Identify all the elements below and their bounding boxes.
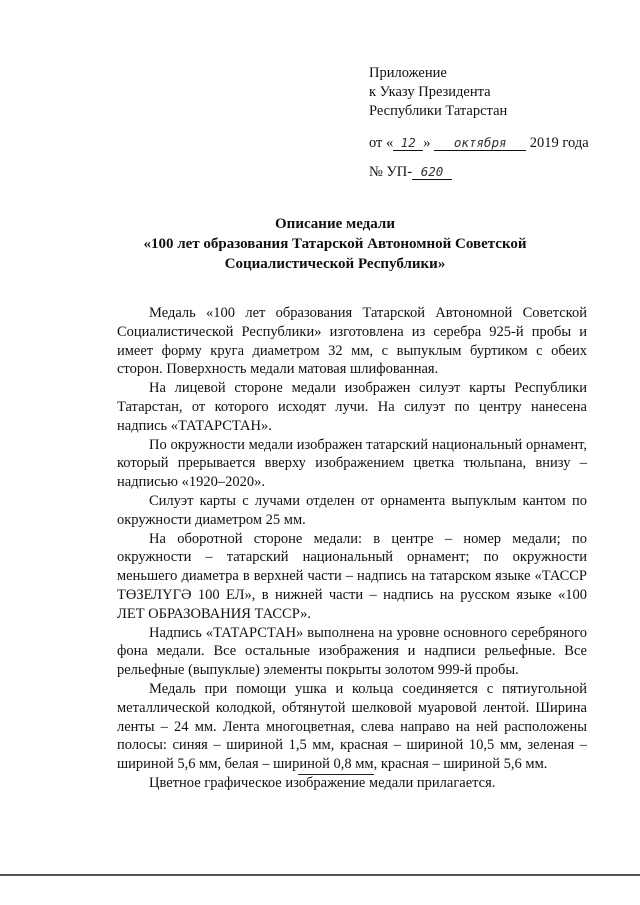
paragraph-8: Цветное графическое изображение медали прилагается. <box>149 774 496 791</box>
paragraph-6: Надпись «ТАТАРСТАН» выполнена на уровне основного серебряного фона медали. Все остальные изображения и надписи рельефные. Все рельефные (выпуклые) элементы покрыты золотом 999-й пробы. <box>117 624 587 679</box>
scan-edge-line <box>0 874 640 876</box>
paragraph-4: Силуэт карты с лучами отделен от орнамента выпуклым кантом по окружности диаметром 25 мм. <box>117 492 587 528</box>
date-day: 12 <box>393 135 423 151</box>
paragraph-5: На оборотной стороне медали: в центре – номер медали; по окружности – татарский национальный орнамент; по окружности меньшего диаметра в верхней части – надпись на татарском языке «ТАССР ТӨЗЕЛҮГӘ 100 ЕЛ», в нижней части – надпись на русском языке «100 ЛЕТ ОБРАЗОВАНИЯ ТАССР». <box>117 530 587 622</box>
paragraph-1: Медаль «100 лет образования Татарской Автономной Советской Социалистической Республики» изготовлена из серебра 925-й пробы и имеет форму круга диаметром 32 мм, с выпуклым буртиком с обеих сторон. Поверхность медали матовая шлифованная. <box>117 305 587 378</box>
decree-date <box>369 134 589 153</box>
closing-divider <box>298 774 374 775</box>
paragraph-2: На лицевой стороне медали изображен силуэт карты Республики Татарстан, от которого исходят лучи. На силуэт по центру нанесена надпись «ТАТАРСТАН». <box>117 380 587 434</box>
number-value: 620 <box>412 164 452 180</box>
date-month: октября <box>434 135 526 151</box>
title-line-1: Описание медали <box>275 216 395 232</box>
paragraph-3: По окружности медали изображен татарский национальный орнамент, который прерывается вверху изображением цветка тюльпана, внизу – надписью «1920–2020». <box>117 436 587 491</box>
number-prefix: № УП- <box>369 164 413 180</box>
decree-number <box>369 163 589 182</box>
date-prefix: от « <box>369 135 394 151</box>
appendix-line-3: Республики Татарстан <box>369 103 508 119</box>
appendix-line-2: к Указу Президента <box>369 84 491 100</box>
date-mid: » <box>423 135 431 151</box>
appendix-line-1: Приложение <box>369 65 447 81</box>
appendix-block <box>369 64 589 182</box>
paragraph-7: Медаль при помощи ушка и кольца соединяется с пятиугольной металлической колодкой, обтянутой шелковой муаровой лентой. Ширина ленты – 24 мм. Лента многоцветная, слева направо на ней расположены полосы: синяя – шириной 1,5 мм, красная – шириной 10,5 мм, зеленая – шириной 5,6 мм, белая – шириной 0,8 мм, красная – шириной 5,6 мм. <box>117 680 587 773</box>
document-body <box>117 304 587 793</box>
title-line-2: «100 лет образования Татарской Автономной Советской <box>143 236 527 252</box>
document-title <box>100 214 570 274</box>
date-year: 2019 года <box>529 135 589 151</box>
title-line-3: Социалистической Республики» <box>224 256 446 272</box>
